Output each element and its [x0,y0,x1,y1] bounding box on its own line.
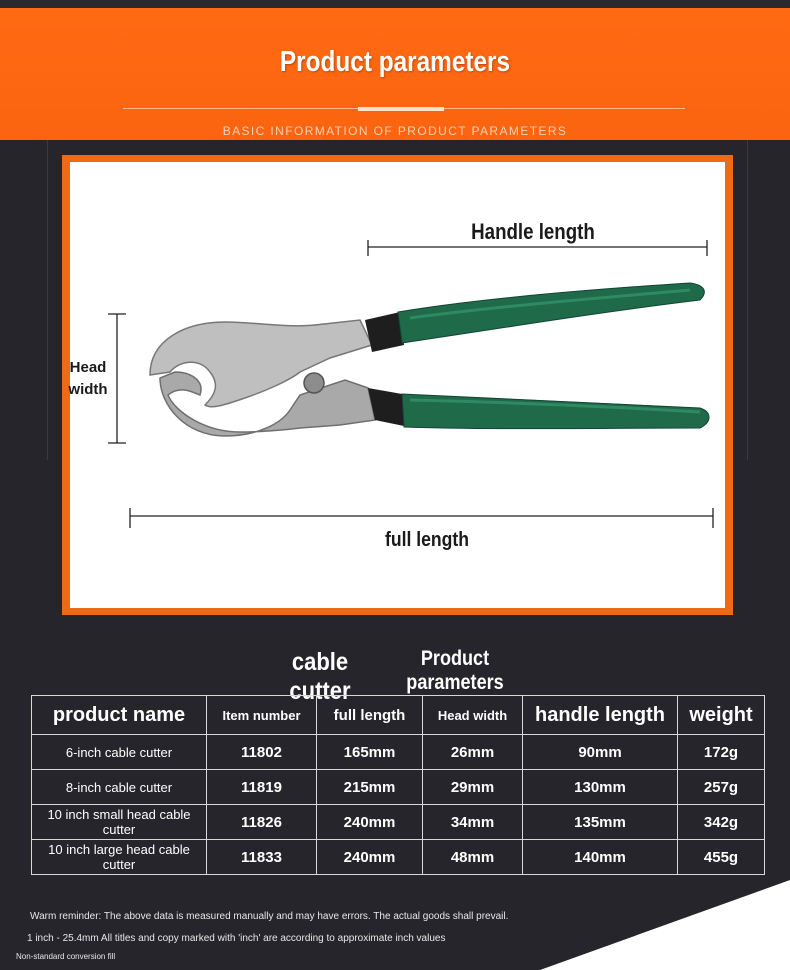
full-length-label: full length [384,529,470,551]
table-cell: 6-inch cable cutter [32,735,207,770]
table-row [32,770,765,805]
full-length-dimension [130,508,713,528]
table-cell: 48mm [423,840,523,875]
handle-length-label: Handle length [471,219,595,244]
column-header: Head width [423,696,523,735]
table-cell: 26mm [423,735,523,770]
parameters-heading: Product parameters [406,647,504,694]
table-row [32,840,765,875]
table-cell: 165mm [317,735,423,770]
table-header-row [32,696,765,735]
table-cell: 240mm [317,805,423,840]
head-width-label: Head width [68,359,108,398]
table-cell: 140mm [523,840,678,875]
table-cell: 130mm [523,770,678,805]
table-cell: 455g [678,840,765,875]
table-cell: 34mm [423,805,523,840]
table-cell: 240mm [317,840,423,875]
cutter-head [150,312,404,436]
column-header: Item number [207,696,317,735]
banner-subtitle: BASIC INFORMATION OF PRODUCT PARAMETERS [222,124,568,138]
table-cell: 11833 [207,840,317,875]
table-cell: 11826 [207,805,317,840]
table-cell: 342g [678,805,765,840]
table-cell: 29mm [423,770,523,805]
banner-title: Product parameters [279,46,511,78]
product-name-heading: cable cutter [289,648,351,705]
table-cell: 11819 [207,770,317,805]
column-header: product name [32,696,207,735]
decor-corner [540,880,790,970]
table-cell: 135mm [523,805,678,840]
table-cell: 10 inch large head cable cutter [32,840,207,875]
inch-conversion-note: 1 inch - 25.4mm All titles and copy marked with 'inch' are according to approximate inch values [27,933,446,944]
table-cell: 11802 [207,735,317,770]
warm-reminder-note: Warm reminder: The above data is measured manually and may have errors. The actual goods shall prevail. [30,911,509,922]
column-header: full length [317,696,423,735]
table-cell: 172g [678,735,765,770]
column-header: handle length [523,696,678,735]
table-row [32,735,765,770]
table-row [32,805,765,840]
table-cell: 90mm [523,735,678,770]
non-standard-note: Non-standard conversion fill [16,952,116,961]
parameters-table [31,695,765,875]
table-cell: 215mm [317,770,423,805]
table-cell: 8-inch cable cutter [32,770,207,805]
table-cell: 10 inch small head cable cutter [32,805,207,840]
column-header: weight [678,696,765,735]
table-cell: 257g [678,770,765,805]
